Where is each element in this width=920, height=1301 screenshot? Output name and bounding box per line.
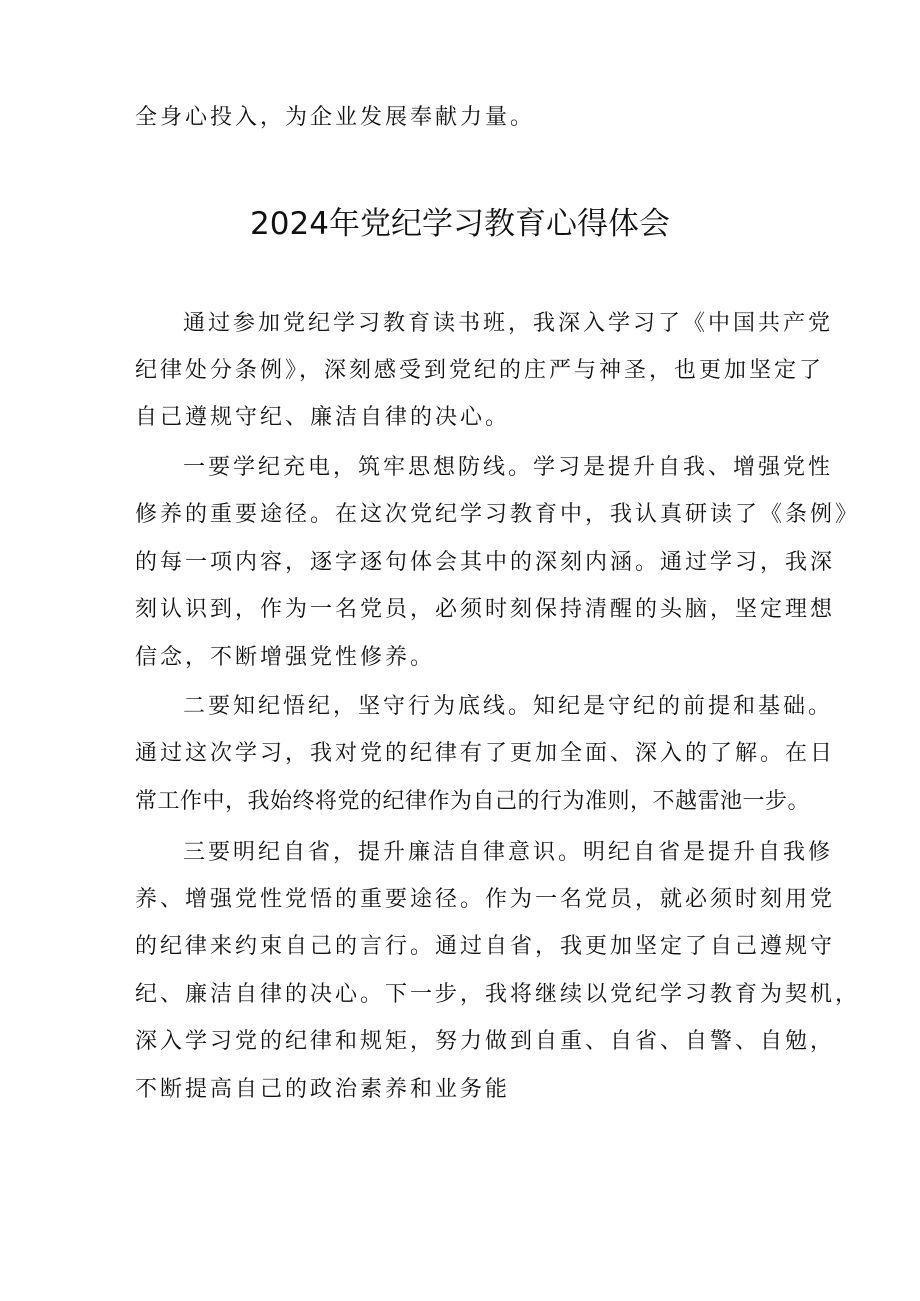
document-title: 2024年党纪学习教育心得体会 [250, 206, 670, 242]
paragraph-line: 自己遵规守纪、廉洁自律的决心。 [135, 405, 511, 430]
paragraph-line: 修养的重要途径。在这次党纪学习教育中，我认真研读了《条例》 [135, 502, 861, 527]
paragraph-line: 信念，不断增强党性修养。 [135, 645, 436, 670]
paragraph-line: 通过参加党纪学习教育读书班，我深入学习了《中国共产党 [183, 311, 834, 336]
paragraph-line: 常工作中，我始终将党的纪律作为自己的行为准则，不越雷池一步。 [135, 789, 811, 814]
paragraph-line: 刻认识到，作为一名党员，必须时刻保持清醒的头脑，坚定理想 [135, 597, 836, 622]
lead-line: 全身心投入，为企业发展奉献力量。 [135, 105, 536, 130]
paragraph-line: 纪、廉洁自律的决心。下一步，我将继续以党纪学习教育为契机， [135, 982, 861, 1007]
paragraph-line: 纪律处分条例》，深刻感受到党纪的庄严与神圣，也更加坚定了 [135, 358, 825, 383]
paragraph-line: 一要学纪充电，筑牢思想防线。学习是提升自我、增强党性 [183, 455, 834, 480]
paragraph-line: 养、增强党性党悟的重要途径。作为一名党员，就必须时刻用党 [135, 887, 836, 912]
paragraph-line: 的纪律来约束自己的言行。通过自省，我更加坚定了自己遵规守 [135, 934, 836, 959]
paragraph-line: 二要知纪悟纪，坚守行为底线。知纪是守纪的前提和基础。 [183, 694, 834, 719]
paragraph-line: 的每一项内容，逐字逐句体会其中的深刻内涵。通过学习，我深 [135, 550, 836, 575]
paragraph-line: 三要明纪自省，提升廉洁自律意识。明纪自省是提升自我修 [183, 840, 834, 865]
paragraph-line: 深入学习党的纪律和规矩，努力做到自重、自省、自警、自勉， [135, 1029, 836, 1054]
paragraph-line: 不断提高自己的政治素养和业务能 [135, 1077, 511, 1102]
paragraph-line: 通过这次学习，我对党的纪律有了更加全面、深入的了解。在日 [135, 741, 836, 766]
